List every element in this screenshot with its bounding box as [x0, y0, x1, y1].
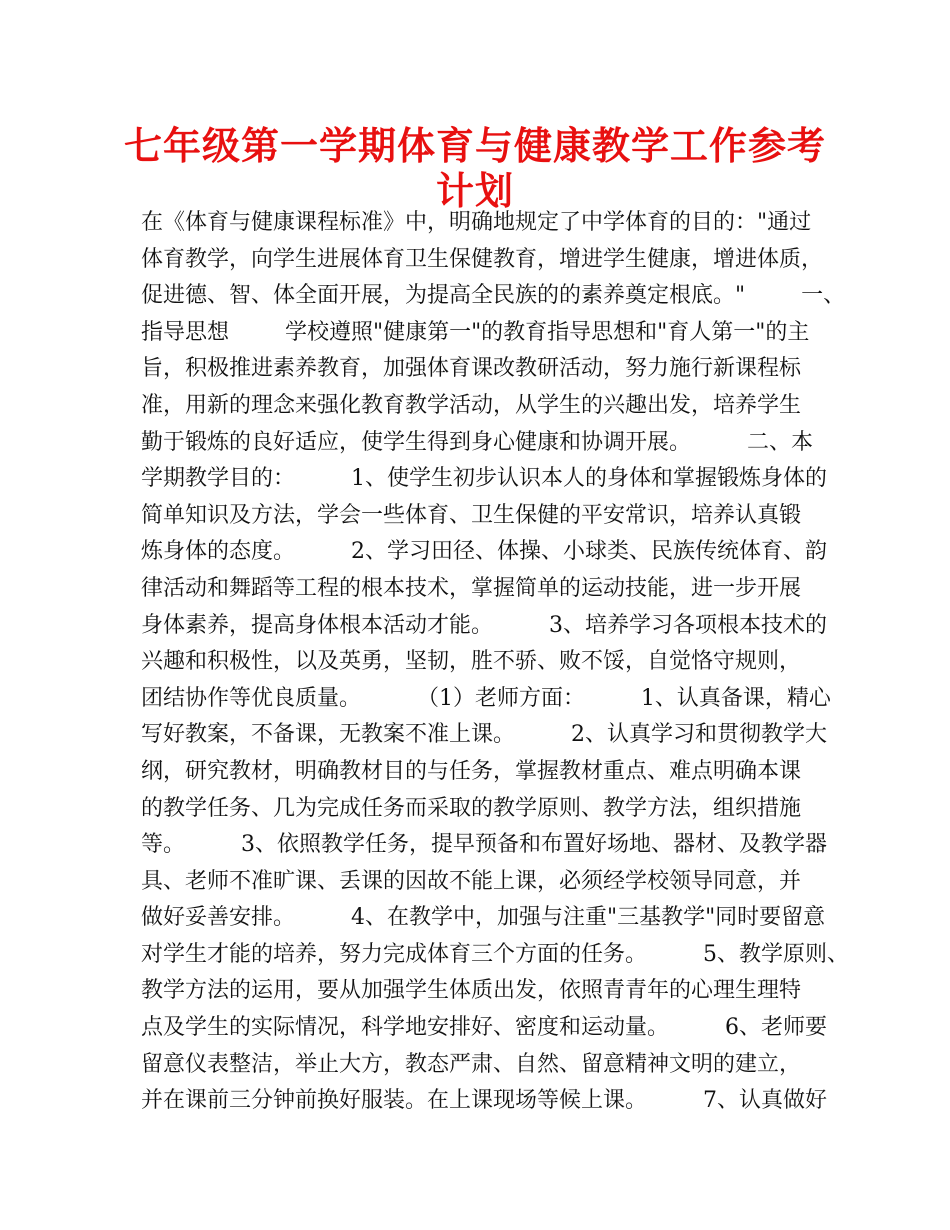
body-line: 促进德、智、体全面开展，为提高全民族的的素养奠定根底。" 一、 — [141, 283, 846, 309]
body-line: 勤于锻炼的良好适应，使学生得到身心健康和协调开展。 二、本 — [141, 429, 813, 455]
body-line: 身体素养，提高身体根本活动才能。 3、培养学习各项根本技术的 — [141, 612, 827, 638]
body-line: 并在课前三分钟前换好服装。在上课现场等候上课。 7、认真做好 — [141, 1088, 827, 1114]
body-line: 体育教学，向学生进展体育卫生保健教育，增进学生健康，增进体质， — [141, 246, 824, 272]
body-line: 对学生才能的培养，努力完成体育三个方面的任务。 5、教学原则、 — [141, 941, 849, 967]
body-line: 指导思想 学校遵照"健康第一"的教育指导思想和"育人第一"的主 — [141, 319, 810, 345]
body-line: 点及学生的实际情况，科学地安排好、密度和运动量。 6、老师要 — [141, 1015, 827, 1041]
body-line: 简单知识及方法，学会一些体育、卫生保健的平安常识，培养认真锻 — [141, 502, 802, 528]
body-line: 留意仪表整洁，举止大方，教态严肃、自然、留意精神文明的建立， — [141, 1051, 802, 1077]
body-line: 准，用新的理念来强化教育教学活动，从学生的兴趣出发，培养学生 — [141, 392, 802, 418]
body-line: 教学方法的运用，要从加强学生体质出发，依照青青年的心理生理特 — [141, 978, 802, 1004]
document-body — [141, 205, 849, 1120]
body-line: 具、老师不准旷课、丢课的因故不能上课，必须经学校领导同意，并 — [141, 868, 802, 894]
body-line: 写好教案，不备课，无教案不准上课。 2、认真学习和贯彻教学大 — [141, 722, 827, 748]
body-line: 炼身体的态度。 2、学习田径、体操、小球类、民族传统体育、韵 — [141, 539, 827, 565]
body-line: 律活动和舞蹈等工程的根本技术，掌握简单的运动技能，进一步开展 — [141, 575, 802, 601]
body-line: 做好妥善安排。 4、在教学中，加强与注重"三基教学"同时要留意 — [141, 905, 826, 931]
body-line: 团结协作等优良质量。 （1）老师方面： 1、认真备课，精心 — [141, 685, 831, 711]
body-line: 学期教学目的： 1、使学生初步认识本人的身体和掌握锻炼身体的 — [141, 466, 827, 492]
body-line: 纲，研究教材，明确教材目的与任务，掌握教材重点、难点明确本课 — [141, 758, 802, 784]
body-line: 的教学任务、几为完成任务而采取的教学原则、教学方法，组织措施 — [141, 795, 802, 821]
document-title-line-2: 计划 — [435, 169, 514, 213]
body-line: 兴趣和积极性，以及英勇，坚韧，胜不骄、败不馁，自觉恪守规则， — [141, 649, 802, 675]
body-line: 旨，积极推进素养教育，加强体育课改教研活动，努力施行新课程标 — [141, 356, 802, 382]
body-line: 等。 3、依照教学任务，提早预备和布置好场地、器材、及教学器 — [141, 832, 827, 858]
document-title-line-1: 七年级第一学期体育与健康教学工作参考 — [123, 124, 826, 168]
body-line: 在《体育与健康课程标准》中，明确地规定了中学体育的目的："通过 — [141, 210, 812, 235]
